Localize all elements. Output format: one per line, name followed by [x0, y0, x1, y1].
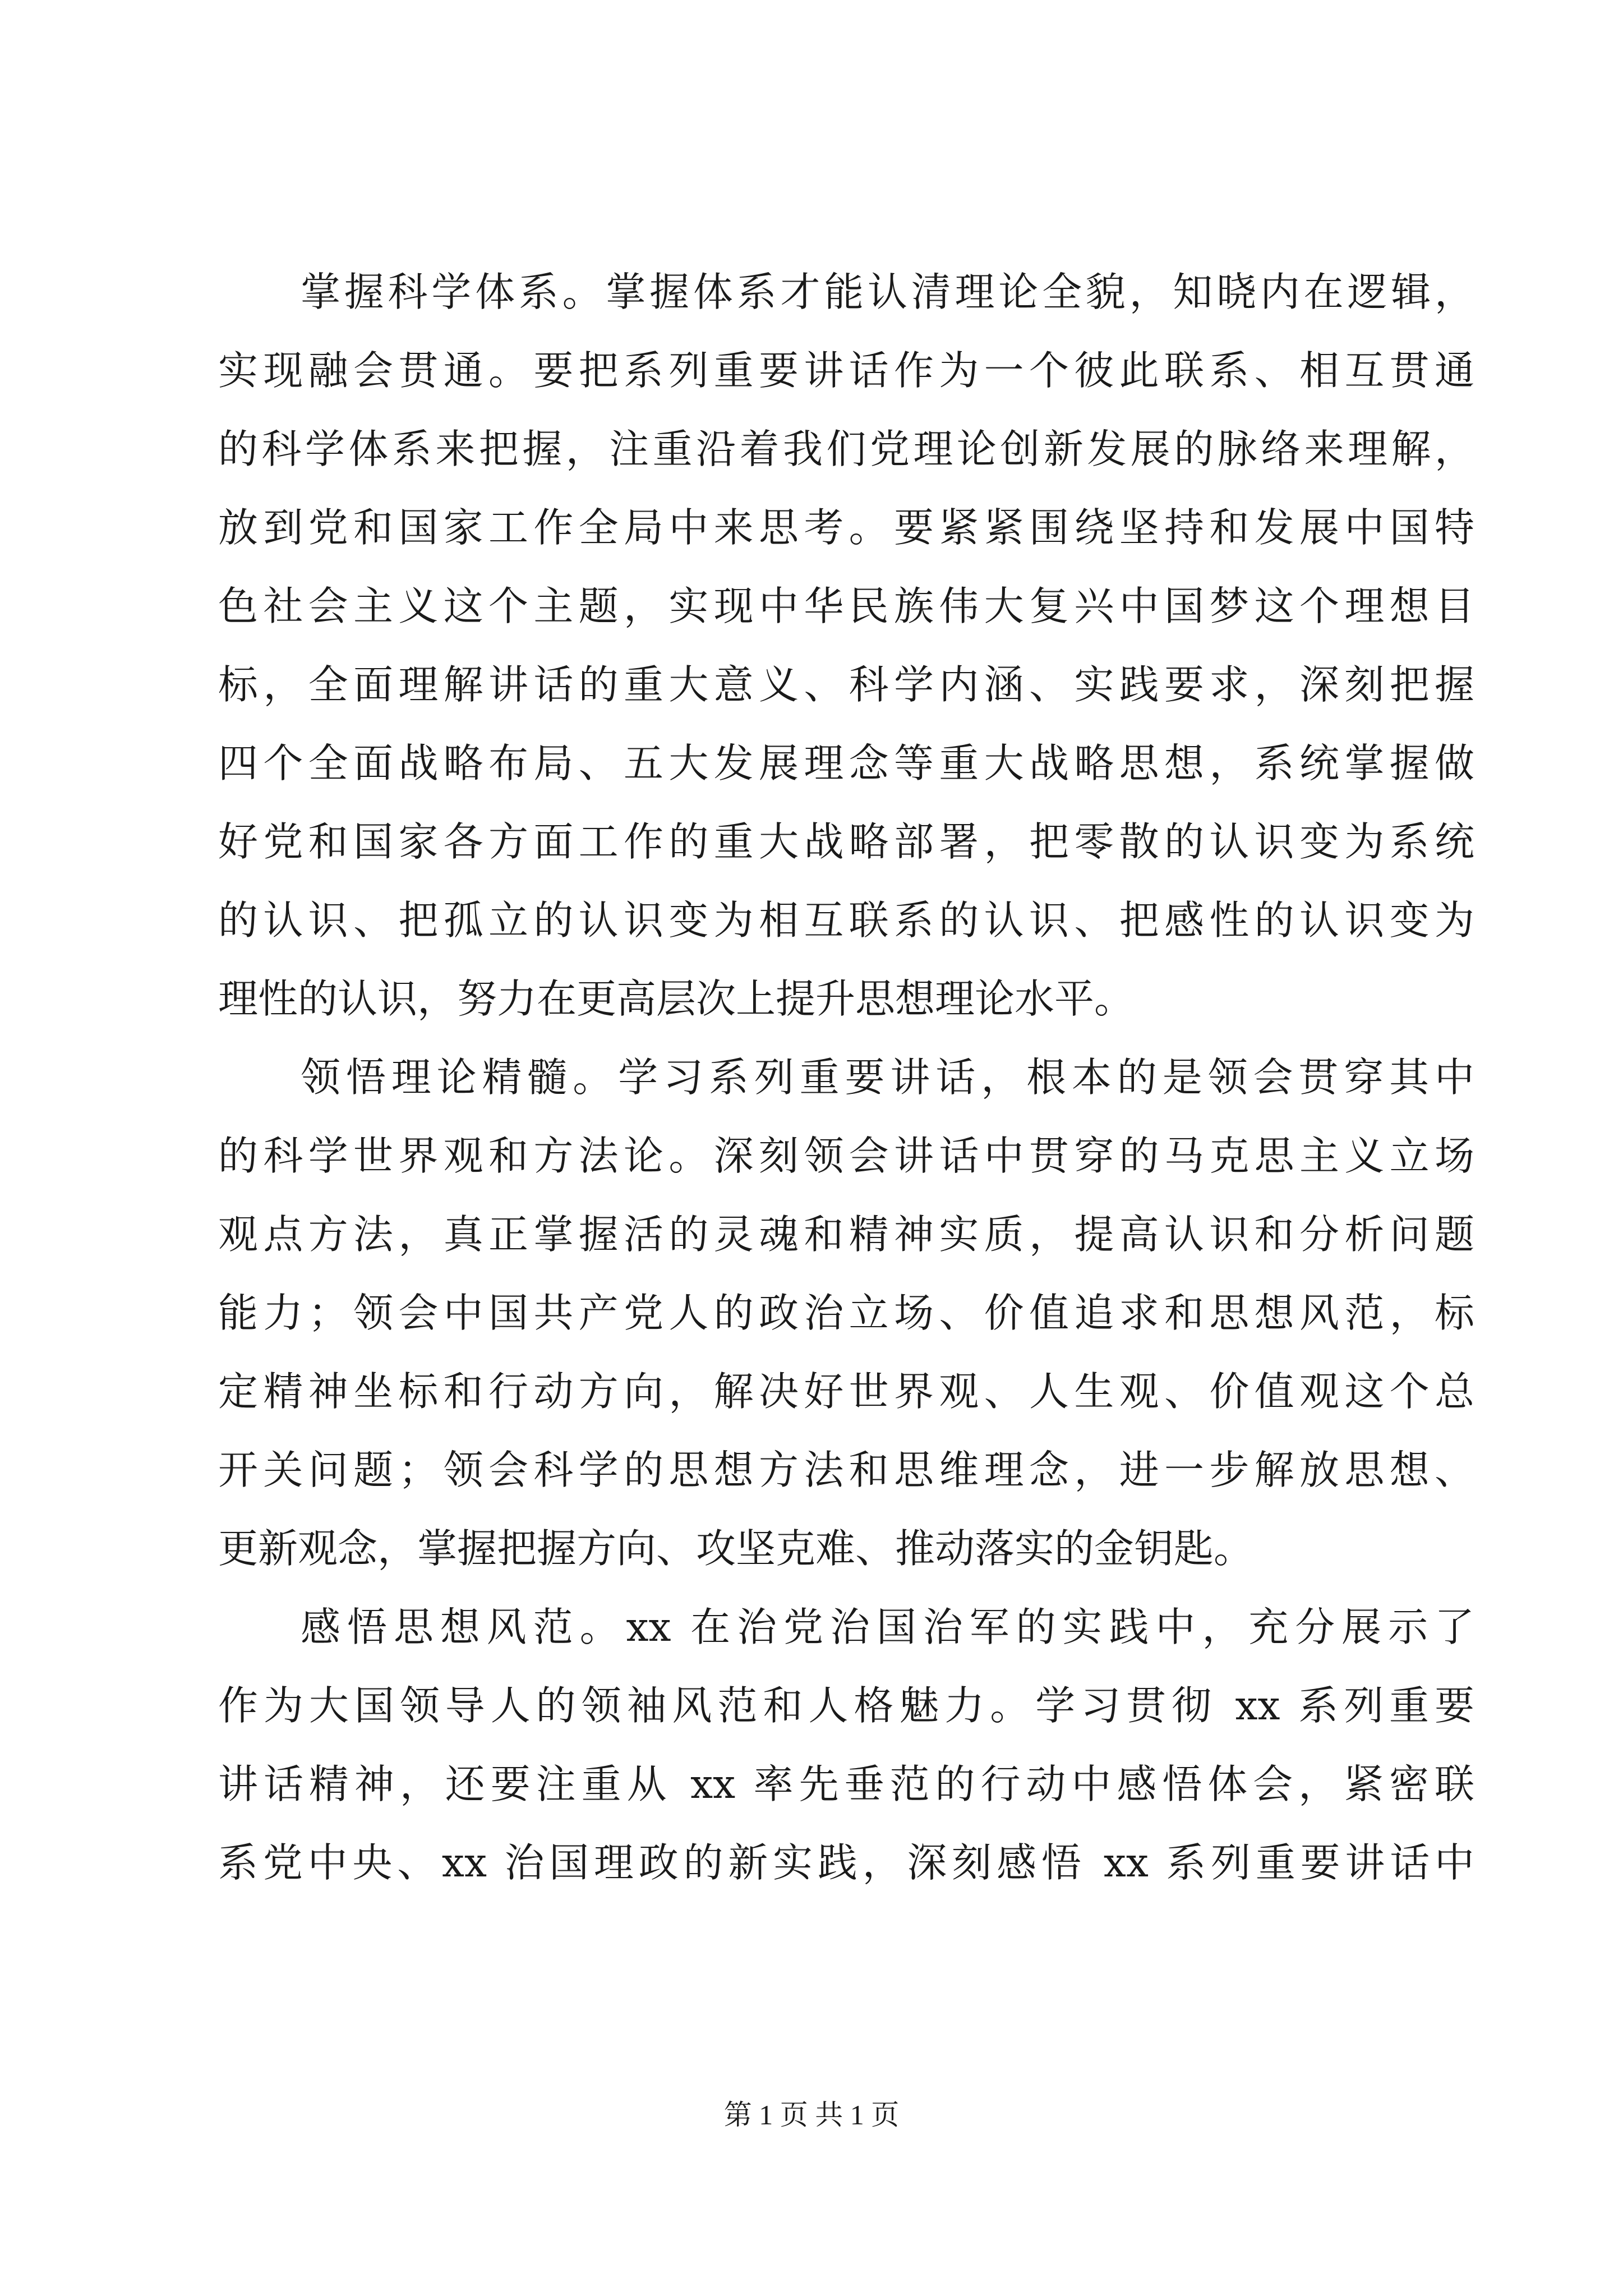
- paragraph-2-line-5: 定精神坐标和行动方向，解决好世界观、人生观、价值观这个总: [218, 1368, 1474, 1415]
- paragraph-1-line-7: 四个全面战略布局、五大发展理念等重大战略思想，系统掌握做: [218, 740, 1474, 786]
- paragraph-2-line-6: 开关问题；领会科学的思想方法和思维理念，进一步解放思想、: [218, 1447, 1474, 1493]
- paragraph-2-line-2: 的科学世界观和方法论。深刻领会讲话中贯穿的马克思主义立场: [218, 1133, 1474, 1179]
- paragraph-1-line-5: 色社会主义这个主题，实现中华民族伟大复兴中国梦这个理想目: [218, 583, 1474, 629]
- paragraph-2-line-4: 能力；领会中国共产党人的政治立场、价值追求和思想风范，标: [218, 1290, 1474, 1336]
- paragraph-1-line-3: 的科学体系来把握，注重沿着我们党理论创新发展的脉络来理解，: [218, 426, 1474, 472]
- paragraph-1-line-9: 的认识、把孤立的认识变为相互联系的认识、把感性的认识变为: [218, 897, 1474, 944]
- paragraph-3-line-3: 讲话精神，还要注重从 xx 率先垂范的行动中感悟体会，紧密联: [218, 1761, 1474, 1807]
- paragraph-2-line-3: 观点方法，真正掌握活的灵魂和精神实质，提高认识和分析问题: [218, 1211, 1474, 1258]
- paragraph-2-line-7: 更新观念，掌握把握方向、攻坚克难、推动落实的金钥匙。: [218, 1525, 1254, 1572]
- paragraph-3-line-2: 作为大国领导人的领袖风范和人格魅力。学习贯彻 xx 系列重要: [218, 1682, 1474, 1729]
- paragraph-1-line-6: 标，全面理解讲话的重大意义、科学内涵、实践要求，深刻把握: [218, 661, 1474, 708]
- page-number-footer: 第 1 页 共 1 页: [723, 2099, 900, 2131]
- paragraph-3-line-4: 系党中央、xx 治国理政的新实践，深刻感悟 xx 系列重要讲话中: [218, 1839, 1474, 1886]
- paragraph-2-line-1: 领悟理论精髓。学习系列重要讲话，根本的是领会贯穿其中: [301, 1054, 1474, 1101]
- paragraph-1-line-2: 实现融会贯通。要把系列重要讲话作为一个彼此联系、相互贯通: [218, 347, 1474, 394]
- paragraph-1-line-4: 放到党和国家工作全局中来思考。要紧紧围绕坚持和发展中国特: [218, 504, 1474, 551]
- paragraph-1-line-8: 好党和国家各方面工作的重大战略部署，把零散的认识变为系统: [218, 818, 1474, 865]
- paragraph-1-line-10: 理性的认识，努力在更高层次上提升思想理论水平。: [218, 976, 1135, 1022]
- paragraph-3-line-1: 感悟思想风范。xx 在治党治国治军的实践中，充分展示了: [301, 1604, 1474, 1650]
- paragraph-1-line-1: 掌握科学体系。掌握体系才能认清理论全貌，知晓内在逻辑，: [301, 269, 1474, 315]
